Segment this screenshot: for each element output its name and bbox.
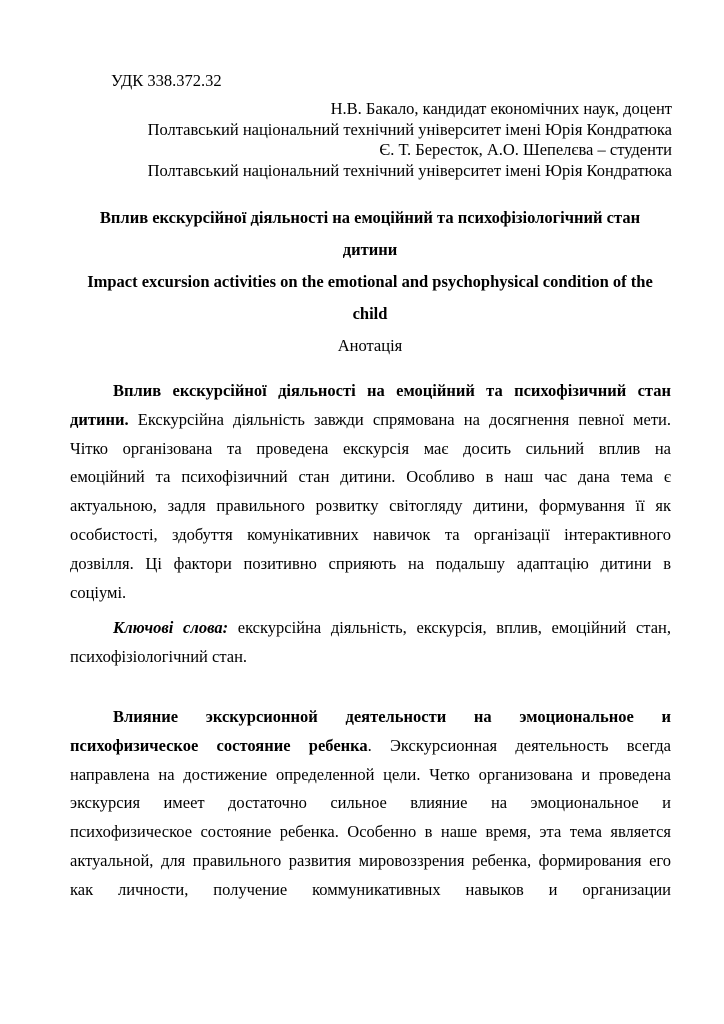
abstract-line	[70, 703, 671, 732]
abstract-heading: психофизическое состояние ребенка	[70, 735, 368, 755]
keywords-line	[70, 614, 671, 643]
abstract-ru	[70, 703, 671, 905]
abstract-heading: Вплив екскурсійної діяльності на емоційний та психофізичний стан	[113, 381, 671, 400]
abstract-line: дозвілля. Ці фактори позитивно сприяють на подальшу адаптацію дитини в	[70, 553, 671, 573]
keywords-uk	[70, 614, 671, 672]
abstract-line: актуальной, для правильного развития мировоззрения ребенка, формирования его	[70, 850, 671, 870]
abstract-line: соціумі.	[70, 582, 127, 602]
title-block	[70, 202, 670, 362]
abstract-uk	[70, 377, 671, 607]
author-block	[148, 99, 672, 181]
keywords-text: екскурсійна діяльність, екскурсія, вплив, емоційний стан,	[228, 618, 671, 637]
abstract-line: особистості, здобуття комунікативних навичок та організації інтерактивного	[70, 524, 671, 544]
title-en-line: Impact excursion activities on the emotional and psychophysical condition of the	[87, 272, 653, 291]
abstract-line	[70, 406, 671, 435]
abstract-line	[70, 732, 671, 761]
keywords-line: психофізіологічний стан.	[70, 646, 248, 666]
abstract-line	[70, 377, 671, 406]
udk-code: УДК 338.372.32	[111, 71, 222, 90]
abstract-line: как личности, получение коммуникативных навыков и организации	[70, 879, 671, 899]
affiliation-line: Полтавський національний технічний університет імені Юрія Кондратюка	[147, 119, 672, 139]
abstract-heading: Влияние экскурсионной деятельности на эмоциональное и	[113, 707, 671, 726]
author-line: Н.В. Бакало, кандидат економічних наук, доцент	[330, 99, 672, 118]
abstract-line: актуальною, задля правильного розвитку світогляду дитини, формування її як	[70, 496, 671, 516]
author-line: Є. Т. Бересток, А.О. Шепелєва – студенти	[379, 140, 672, 160]
abstract-line: емоційний та психофізичний стан дитини. Особливо в наш час дана тема є	[70, 467, 671, 487]
abstract-line: психофизическое состояние ребенка. Особенно в наше время, эта тема является	[70, 822, 671, 842]
title-uk-line: дитини	[342, 240, 398, 259]
abstract-text: . Экскурсионная деятельность всегда	[367, 735, 671, 755]
abstract-line: Чітко організована та проведена екскурсія має досить сильний вплив на	[70, 438, 671, 458]
affiliation-line: Полтавський національний технічний університет імені Юрія Кондратюка	[147, 160, 672, 180]
keywords-label: Ключові слова:	[113, 618, 229, 637]
abstract-line: экскурсия имеет достаточно сильное влияние на эмоциональное и	[70, 793, 671, 813]
abstract-heading: дитини.	[70, 409, 129, 429]
title-en-line: child	[352, 304, 388, 323]
abstract-line: направлена на достижение определенной цели. Четко организована и проведена	[70, 764, 671, 784]
annotation-label: Анотація	[337, 336, 403, 355]
title-uk-line: Вплив екскурсійної діяльності на емоційний та психофізіологічний стан	[99, 208, 641, 227]
abstract-text: Екскурсійна діяльність завжди спрямована на досягнення певної мети.	[128, 409, 671, 429]
